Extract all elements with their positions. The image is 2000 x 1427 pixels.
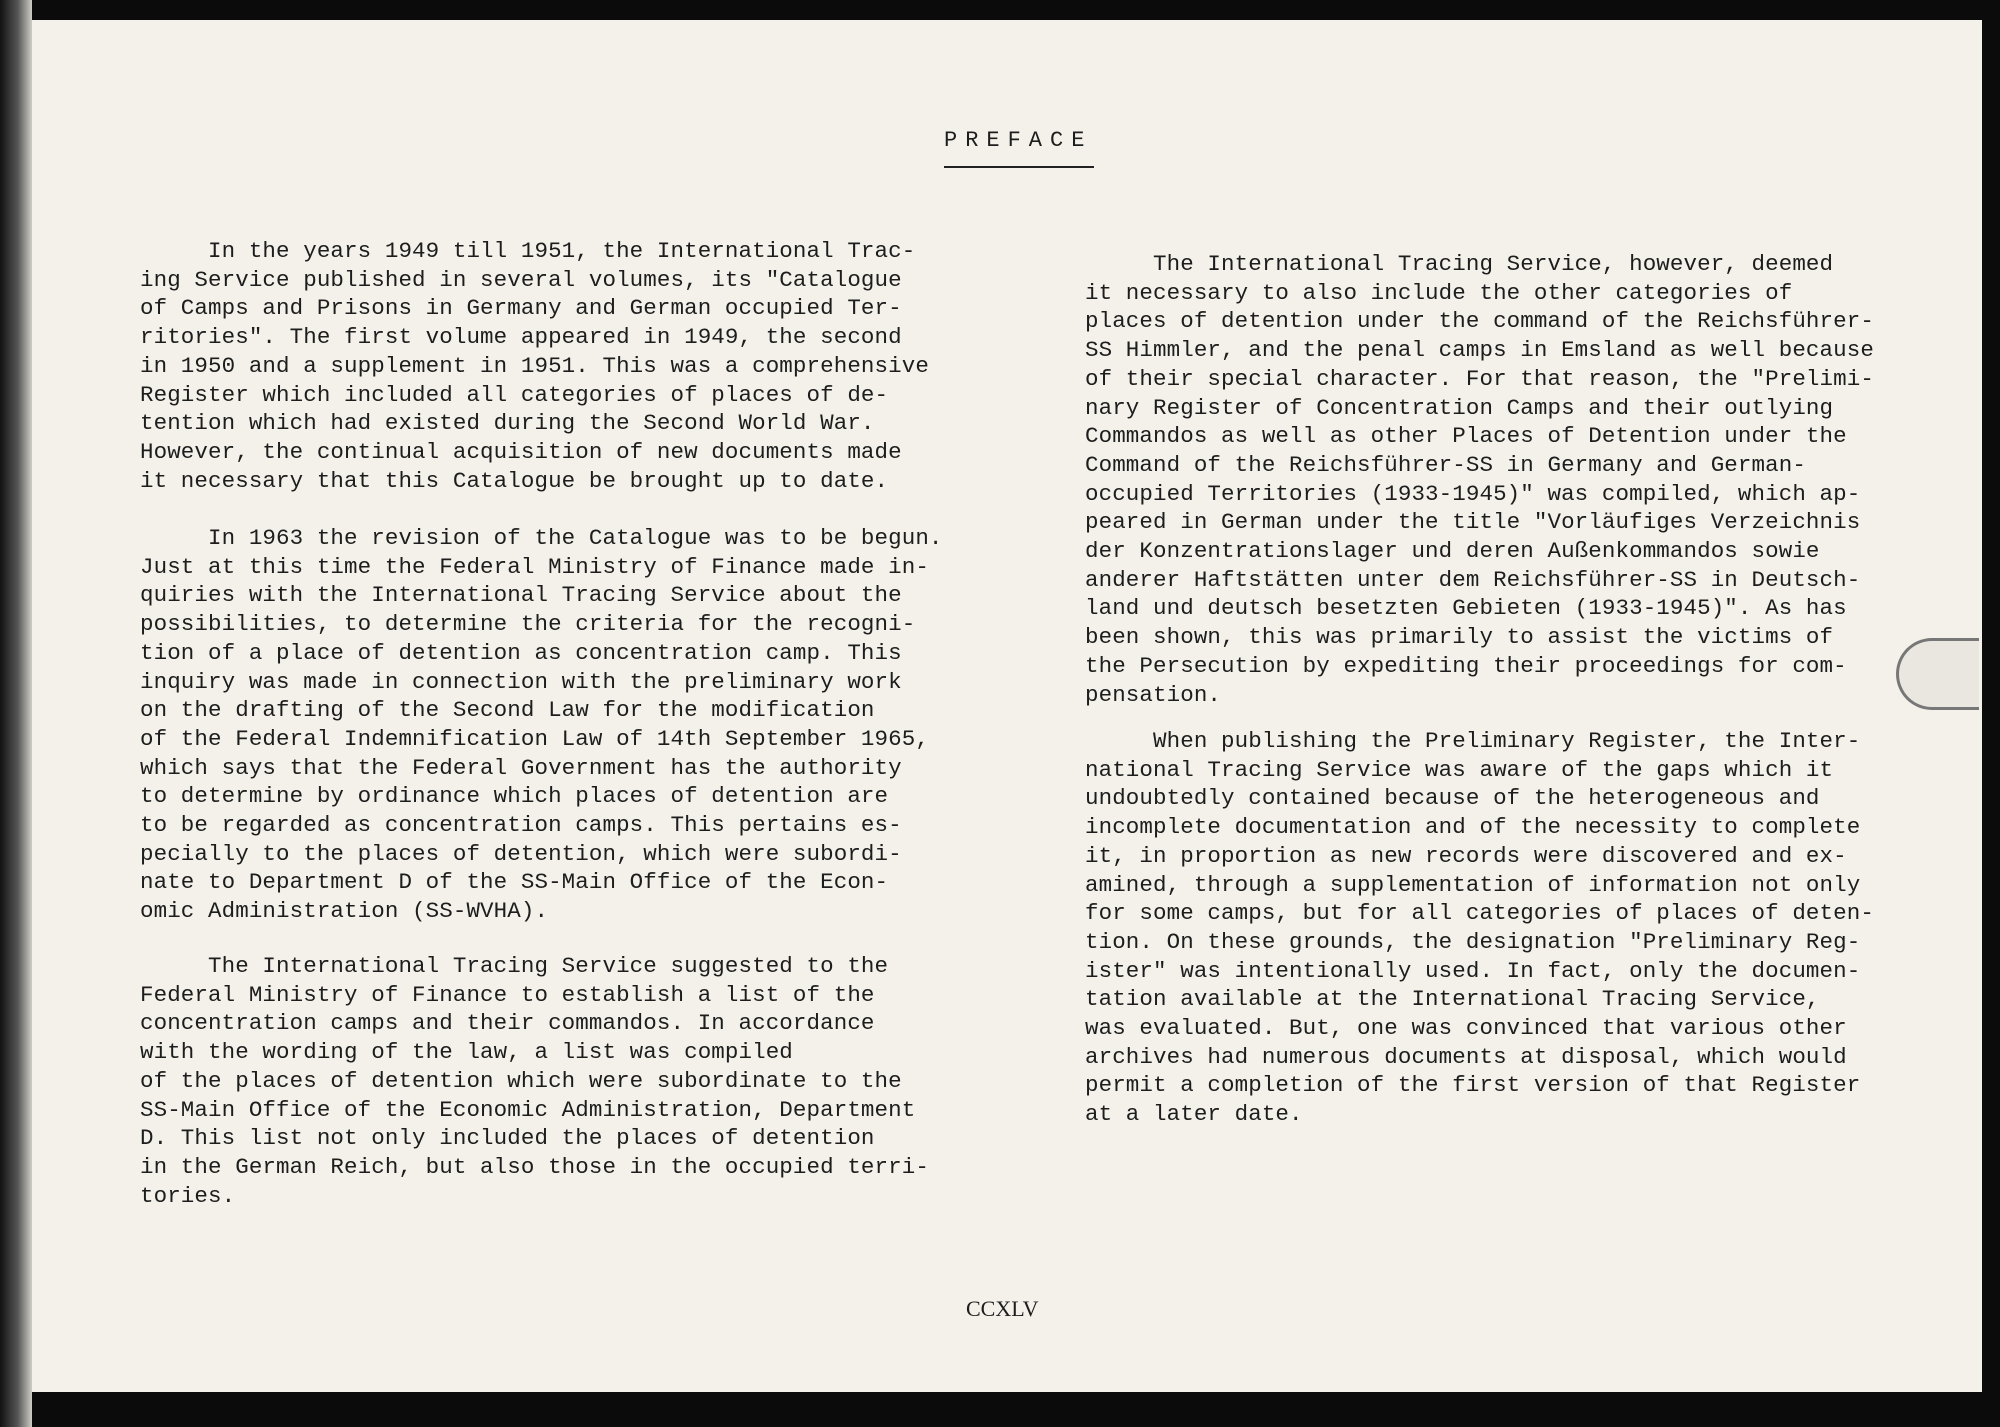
right-paragraph-1 [1085,250,1874,709]
text-line: to determine by ordinance which places of detention are [140,783,889,810]
text-line: Commandos as well as other Places of Detention under the [1085,423,1847,450]
left-paragraph-2 [140,524,943,926]
text-line: places of detention under the command of the Reichsführer- [1085,308,1874,335]
text-line: was evaluated. But, one was convinced that various other [1085,1015,1847,1042]
text-line: However, the continual acquisition of new documents made [140,438,902,465]
text-line: quiries with the International Tracing Service about the [140,582,902,609]
text-line: it, in proportion as new records were discovered and ex- [1085,842,1847,869]
text-line: at a later date. [1085,1101,1303,1128]
text-line: of their special character. For that reason, the "Prelimi- [1085,365,1874,392]
text-line: archives had numerous documents at disposal, which would [1085,1043,1847,1070]
text-line: it necessary that this Catalogue be brought up to date. [140,467,889,494]
text-line: tention which had existed during the Second World War. [140,410,875,437]
text-line: When publishing the Preliminary Register, the Inter- [1085,728,1861,754]
text-line: ing Service published in several volumes, its "Catalogue [140,266,902,293]
text-line: Just at this time the Federal Ministry of Finance made in- [140,553,929,580]
page-number: CCXLV [966,1296,1039,1321]
text-line: The International Tracing Service, however, deemed [1085,251,1834,277]
text-line: tion. On these grounds, the designation "Preliminary Reg- [1085,928,1861,955]
text-line: of the Federal Indemnification Law of 14th September 1965, [140,725,929,752]
text-line: anderer Haftstätten unter dem Reichsführer-SS in Deutsch- [1085,566,1861,593]
scan-right-edge [1982,0,2000,1427]
text-line: omic Administration (SS-WVHA). [140,898,549,925]
text-line: In 1963 the revision of the Catalogue was to be begun. [140,525,943,551]
left-paragraph-3 [140,952,929,1210]
text-line: incomplete documentation and of the necessity to complete [1085,814,1861,841]
text-line: it necessary to also include the other categories of [1085,279,1793,306]
text-line: SS Himmler, and the penal camps in Emsland as well because [1085,337,1874,364]
text-line: SS-Main Office of the Economic Administration, Department [140,1096,916,1123]
text-line: D. This list not only included the places of detention [140,1125,875,1152]
page-title: PREFACE [944,128,1093,153]
right-paragraph-2 [1085,727,1874,1129]
left-paragraph-1 [140,237,929,495]
text-line: Federal Ministry of Finance to establish a list of the [140,981,875,1008]
text-line: pensation. [1085,681,1222,708]
text-line: for some camps, but for all categories of places of deten- [1085,900,1874,927]
binder-tab [1896,638,1979,710]
text-line: concentration camps and their commandos. In accordance [140,1010,875,1037]
scan-left-edge [0,0,32,1427]
text-line: nary Register of Concentration Camps and their outlying [1085,394,1834,421]
title-underline [944,166,1094,168]
text-line: to be regarded as concentration camps. This pertains es- [140,812,902,839]
text-line: undoubtedly contained because of the heterogeneous and [1085,785,1820,812]
text-line: tories. [140,1182,236,1209]
text-line: the Persecution by expediting their proceedings for com- [1085,652,1847,679]
text-line: permit a completion of the first version of that Register [1085,1072,1861,1099]
text-line: amined, through a supplementation of information not only [1085,871,1861,898]
text-line: land und deutsch besetzten Gebieten (1933-1945)". As has [1085,595,1847,622]
text-line: Command of the Reichsführer-SS in Germany and German- [1085,451,1806,478]
text-line: tation available at the International Tracing Service, [1085,986,1820,1013]
text-line: peared in German under the title "Vorläufiges Verzeichnis [1085,509,1861,536]
text-line: been shown, this was primarily to assist the victims of [1085,624,1834,651]
text-line: national Tracing Service was aware of the gaps which it [1085,756,1834,783]
text-line: inquiry was made in connection with the preliminary work [140,668,902,695]
text-line: nate to Department D of the SS-Main Office of the Econ- [140,869,889,896]
text-line: with the wording of the law, a list was compiled [140,1039,793,1066]
text-line: which says that the Federal Government has the authority [140,754,902,781]
text-line: In the years 1949 till 1951, the International Trac- [140,238,916,264]
text-line: in 1950 and a supplement in 1951. This was a comprehensive [140,352,929,379]
text-line: pecially to the places of detention, which were subordi- [140,840,902,867]
text-line: of the places of detention which were subordinate to the [140,1067,902,1094]
text-line: The International Tracing Service suggested to the [140,953,889,979]
text-line: Register which included all categories of places of de- [140,381,889,408]
text-line: der Konzentrationslager und deren Außenkommandos sowie [1085,538,1820,565]
text-line: on the drafting of the Second Law for the modification [140,697,875,724]
text-line: possibilities, to determine the criteria for the recogni- [140,611,916,638]
text-line: of Camps and Prisons in Germany and German occupied Ter- [140,295,902,322]
text-line: occupied Territories (1933-1945)" was compiled, which ap- [1085,480,1861,507]
text-line: ritories". The first volume appeared in 1949, the second [140,324,902,351]
text-line: tion of a place of detention as concentration camp. This [140,639,902,666]
text-line: ister" was intentionally used. In fact, only the documen- [1085,957,1861,984]
text-line: in the German Reich, but also those in the occupied terri- [140,1153,929,1180]
